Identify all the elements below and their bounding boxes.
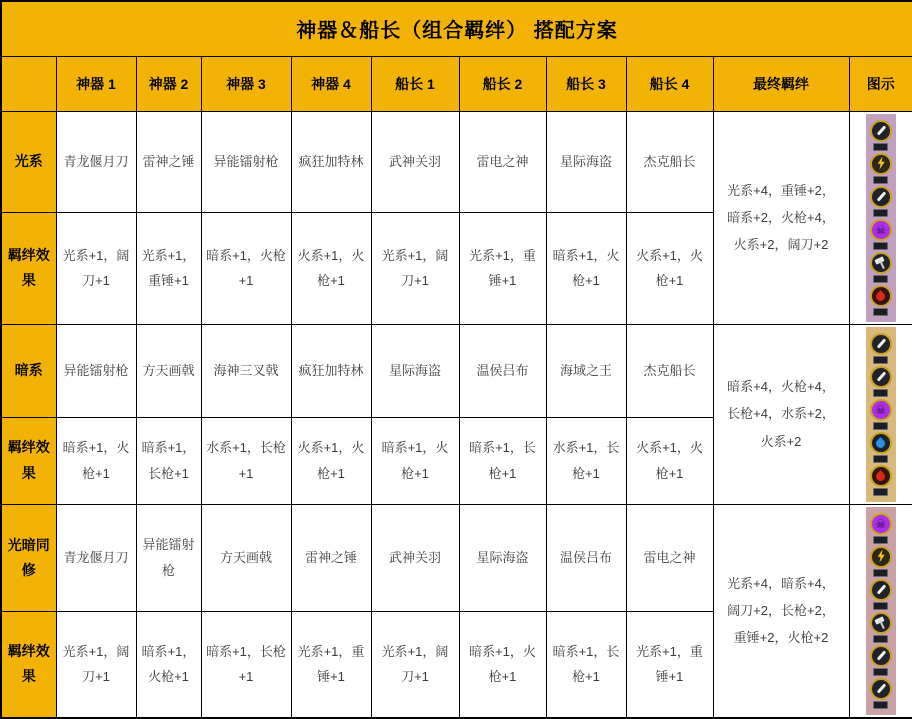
table-cell: 异能镭射枪	[136, 504, 201, 611]
sword-icon	[870, 645, 892, 676]
table-cell: 水系+1，长枪+1	[201, 417, 291, 504]
table-cell: 雷神之锤	[136, 111, 201, 213]
table-cell: 武神关羽	[371, 504, 459, 611]
water-icon	[870, 432, 892, 463]
table-cell: 温侯吕布	[459, 324, 546, 417]
col-header-artifact-1: 神器 1	[56, 56, 136, 111]
table-cell: 海域之王	[546, 324, 626, 417]
table-cell: 光系+1，阔刀+1	[56, 213, 136, 324]
table-cell: 火系+1，火枪+1	[291, 417, 371, 504]
table-cell: 雷电之神	[459, 111, 546, 213]
table-cell: 光系+1，重锤+1	[459, 213, 546, 324]
table-cell: 光系+1，重锤+1	[136, 213, 201, 324]
illustration-cell-dual	[849, 504, 912, 718]
table-cell: 暗系+1，火枪+1	[546, 213, 626, 324]
table-cell: 星际海盗	[459, 504, 546, 611]
col-header-artifact-2: 神器 2	[136, 56, 201, 111]
table-cell: 青龙偃月刀	[56, 111, 136, 213]
table-cell: 暗系+1，长枪+1	[459, 417, 546, 504]
table-cell: 方天画戟	[136, 324, 201, 417]
col-header-captain-4: 船长 4	[626, 56, 713, 111]
flame-icon	[870, 285, 892, 316]
lightning-icon	[870, 546, 892, 577]
sword-icon	[870, 579, 892, 610]
illustration-cell-light	[849, 111, 912, 324]
table-cell: 暗系+1，火枪+1	[136, 611, 201, 717]
sword-icon	[870, 366, 892, 397]
flame-icon	[870, 465, 892, 496]
table-cell: 火系+1，火枪+1	[626, 213, 713, 324]
table-cell: 暗系+1，火枪+1	[201, 213, 291, 324]
table-cell: 异能镭射枪	[201, 111, 291, 213]
col-header-captain-1: 船长 1	[371, 56, 459, 111]
table-cell: 水系+1，长枪+1	[546, 417, 626, 504]
illustration-strip	[866, 114, 896, 322]
row-label-bond-effect: 羁绊效果	[1, 213, 56, 324]
sword-icon	[870, 186, 892, 217]
col-header-artifact-4: 神器 4	[291, 56, 371, 111]
skull-icon: ☠	[870, 513, 892, 544]
table-cell: 异能镭射枪	[56, 324, 136, 417]
col-header-captain-3: 船长 3	[546, 56, 626, 111]
col-header-captain-2: 船长 2	[459, 56, 546, 111]
table-cell: 光系+1，阔刀+1	[371, 213, 459, 324]
table-cell: 火系+1，火枪+1	[626, 417, 713, 504]
row-label-light: 光系	[1, 111, 56, 213]
table-cell: 雷电之神	[626, 504, 713, 611]
table-cell: 暗系+1，长枪+1	[201, 611, 291, 717]
table-cell: 疯狂加特林	[291, 324, 371, 417]
final-bond-light: 光系+4，重锤+2，暗系+2，火枪+4，火系+2，阔刀+2	[713, 111, 849, 324]
table-cell: 温侯吕布	[546, 504, 626, 611]
table-cell: 海神三叉戟	[201, 324, 291, 417]
illustration-cell-dark	[849, 324, 912, 504]
table-cell: 方天画戟	[201, 504, 291, 611]
table-cell: 疯狂加特林	[291, 111, 371, 213]
page-title: 神器＆船长（组合羁绊） 搭配方案	[1, 1, 912, 56]
table-cell: 火系+1，火枪+1	[291, 213, 371, 324]
sword-icon	[870, 678, 892, 709]
hammer-icon	[870, 612, 892, 643]
table-cell: 暗系+1，火枪+1	[56, 417, 136, 504]
table-cell: 暗系+1，长枪+1	[546, 611, 626, 717]
table-cell: 暗系+1，长枪+1	[136, 417, 201, 504]
table-cell: 杰克船长	[626, 324, 713, 417]
corner-cell	[1, 56, 56, 111]
row-label-bond-effect: 羁绊效果	[1, 417, 56, 504]
table-cell: 光系+1，阔刀+1	[371, 611, 459, 717]
final-bond-dark: 暗系+4，火枪+4，长枪+4，水系+2，火系+2	[713, 324, 849, 504]
table-cell: 星际海盗	[371, 324, 459, 417]
col-header-illustration: 图示	[849, 56, 912, 111]
final-bond-dual: 光系+4，暗系+4，阔刀+2，长枪+2，重锤+2，火枪+2	[713, 504, 849, 718]
table-cell: 暗系+1，火枪+1	[371, 417, 459, 504]
table-cell: 光系+1，重锤+1	[626, 611, 713, 717]
row-label-dual: 光暗同修	[1, 504, 56, 611]
skull-icon: ☠	[870, 399, 892, 430]
col-header-final-bond: 最终羁绊	[713, 56, 849, 111]
table-cell: 星际海盗	[546, 111, 626, 213]
table-cell: 光系+1，重锤+1	[291, 611, 371, 717]
table-cell: 杰克船长	[626, 111, 713, 213]
table-cell: 雷神之锤	[291, 504, 371, 611]
sword-icon	[870, 120, 892, 151]
col-header-artifact-3: 神器 3	[201, 56, 291, 111]
table-cell: 武神关羽	[371, 111, 459, 213]
skull-icon: ☠	[870, 219, 892, 250]
table-cell: 暗系+1，火枪+1	[459, 611, 546, 717]
lightning-icon	[870, 153, 892, 184]
illustration-strip	[866, 327, 896, 502]
illustration-strip	[866, 507, 896, 715]
table-cell: 光系+1，阔刀+1	[56, 611, 136, 717]
row-label-bond-effect: 羁绊效果	[1, 611, 56, 717]
hammer-icon	[870, 252, 892, 283]
table-cell: 青龙偃月刀	[56, 504, 136, 611]
row-label-dark: 暗系	[1, 324, 56, 417]
sword-icon	[870, 333, 892, 364]
